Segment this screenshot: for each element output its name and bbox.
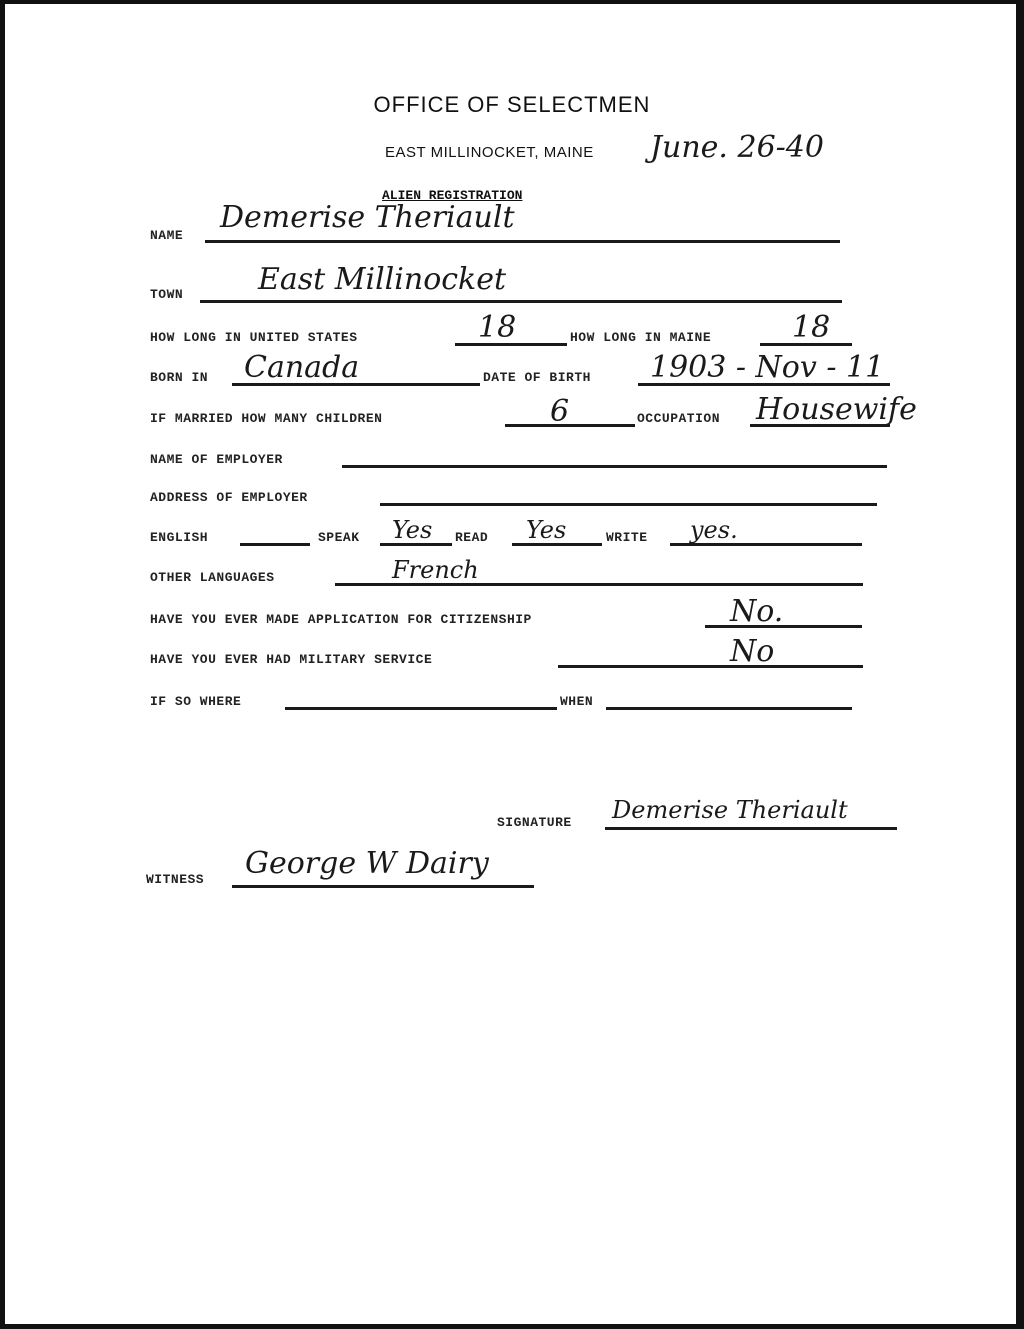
label-speak: SPEAK <box>318 530 360 545</box>
line-where <box>285 707 557 710</box>
line-military <box>558 665 863 668</box>
label-employer-address: ADDRESS OF EMPLOYER <box>150 490 308 505</box>
line-english <box>240 543 310 546</box>
line-signature <box>605 827 897 830</box>
label-signature: SIGNATURE <box>497 815 572 830</box>
value-children: 6 <box>550 394 570 429</box>
value-town: East Millinocket <box>258 262 507 297</box>
label-occupation: OCCUPATION <box>637 411 721 426</box>
line-town <box>200 300 842 303</box>
label-maine: HOW LONG IN MAINE <box>570 330 712 345</box>
label-children: IF MARRIED HOW MANY CHILDREN <box>150 411 383 426</box>
line-citizenship <box>705 625 862 628</box>
value-occupation: Housewife <box>756 392 917 427</box>
value-read: Yes <box>526 516 567 544</box>
label-employer: NAME OF EMPLOYER <box>150 452 283 467</box>
label-other-languages: OTHER LANGUAGES <box>150 570 275 585</box>
label-write: WRITE <box>606 530 648 545</box>
label-military: HAVE YOU EVER HAD MILITARY SERVICE <box>150 652 433 667</box>
letterhead-title: OFFICE OF SELECTMEN <box>373 92 651 117</box>
scan-edge-left <box>0 0 5 1329</box>
label-us: HOW LONG IN UNITED STATES <box>150 330 358 345</box>
label-read: READ <box>455 530 489 545</box>
line-employer-address <box>380 503 877 506</box>
line-children <box>505 424 635 427</box>
line-employer <box>342 465 887 468</box>
value-maine: 18 <box>792 310 831 345</box>
value-write: yes. <box>690 516 738 544</box>
value-citizenship: No. <box>730 594 784 629</box>
value-witness: George W Dairy <box>245 846 489 881</box>
label-town: TOWN <box>150 287 184 302</box>
line-name <box>205 240 840 243</box>
value-us: 18 <box>478 310 517 345</box>
label-dob: DATE OF BIRTH <box>483 370 591 385</box>
value-speak: Yes <box>392 516 433 544</box>
label-witness: WITNESS <box>146 872 205 887</box>
handwritten-date: June. 26-40 <box>650 130 824 165</box>
label-where: IF SO WHERE <box>150 694 242 709</box>
label-english: ENGLISH <box>150 530 209 545</box>
value-name: Demerise Theriault <box>220 200 515 235</box>
value-signature: Demerise Theriault <box>612 796 848 824</box>
form-heading: ALIEN REGISTRATION <box>382 188 523 203</box>
value-dob: 1903 - Nov - 11 <box>650 350 885 385</box>
label-born: BORN IN <box>150 370 209 385</box>
label-citizenship: HAVE YOU EVER MADE APPLICATION FOR CITIZENSHIP <box>150 612 532 627</box>
value-military: No <box>730 634 775 669</box>
label-name: NAME <box>150 228 184 243</box>
label-when: WHEN <box>560 694 594 709</box>
scan-edge-top <box>0 0 1024 4</box>
value-born: Canada <box>244 350 360 385</box>
value-other-languages: French <box>392 556 479 584</box>
line-when <box>606 707 852 710</box>
scan-edge-bottom <box>0 1324 1024 1329</box>
scan-edge-right <box>1016 0 1024 1329</box>
letterhead-town-state: EAST MILLINOCKET, MAINE <box>385 144 594 161</box>
line-witness <box>232 885 534 888</box>
